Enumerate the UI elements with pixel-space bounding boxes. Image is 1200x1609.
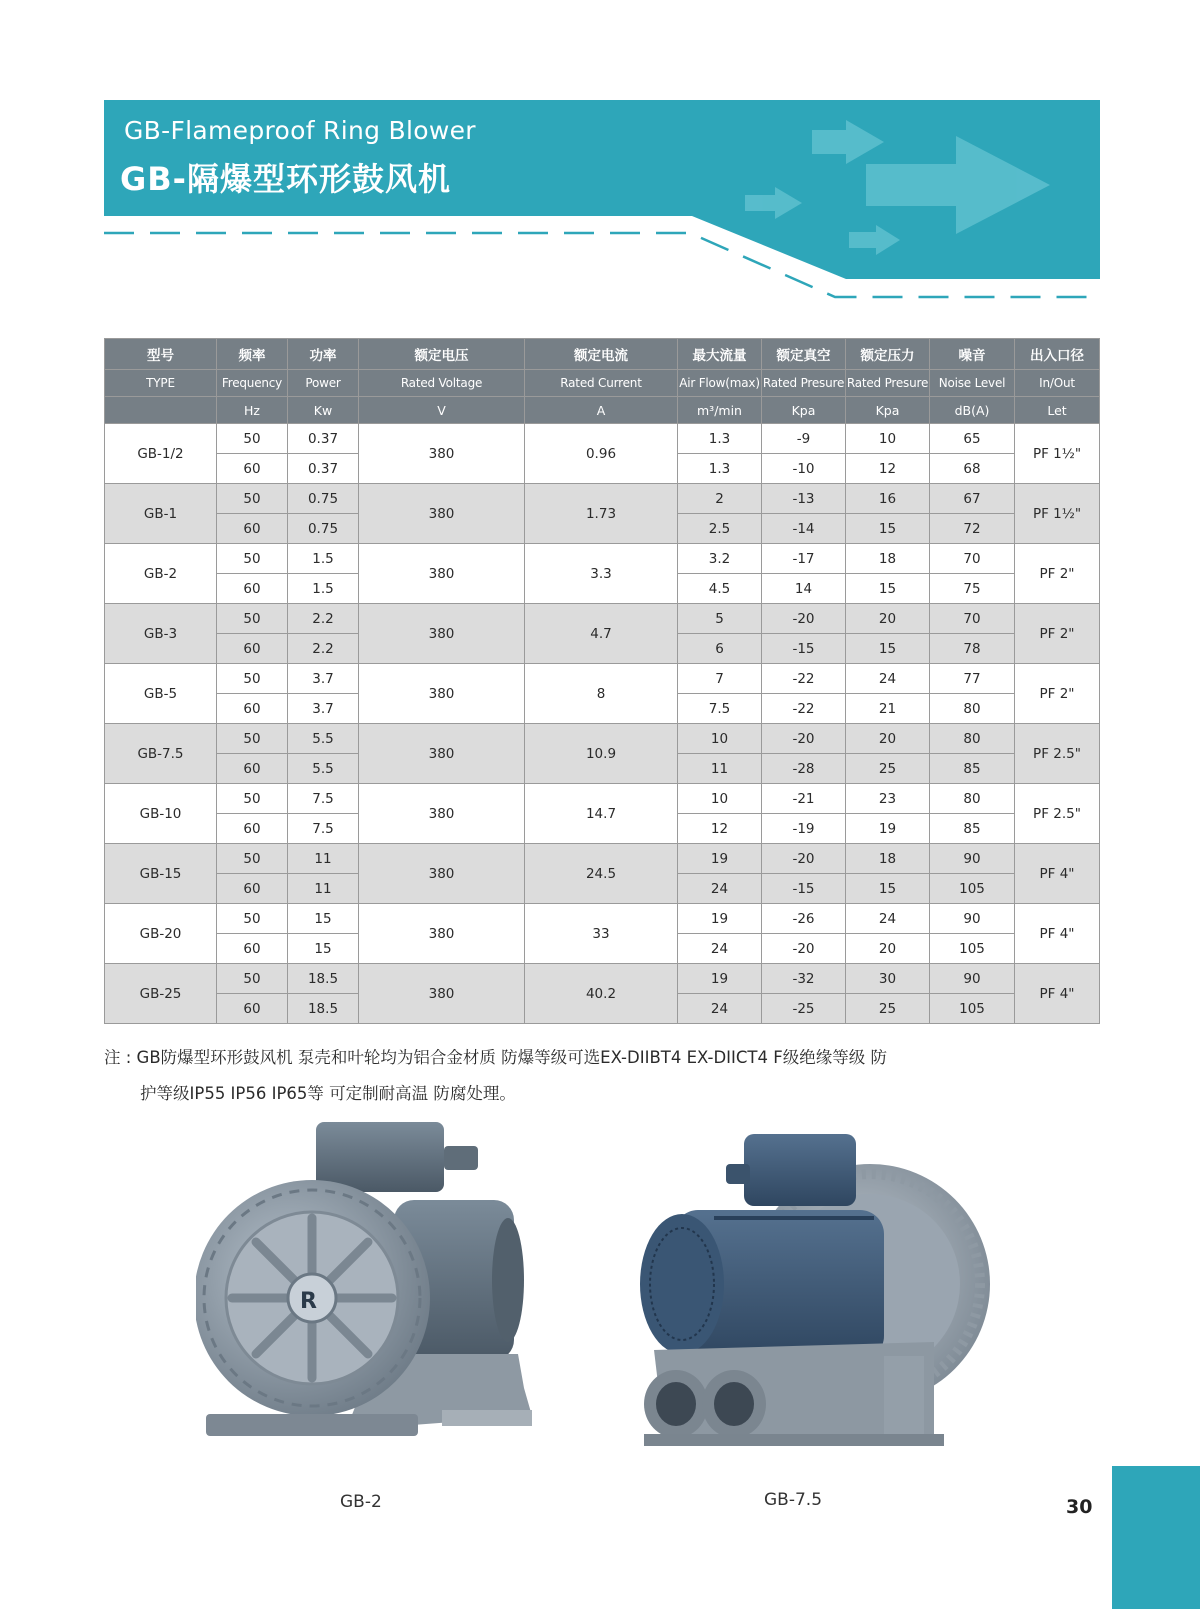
rated-pressure-cell: 18 <box>846 844 930 874</box>
power-cell: 11 <box>288 874 359 904</box>
in-out-port-cell: PF 4" <box>1015 904 1100 964</box>
rated-vacuum-cell: -9 <box>762 424 846 454</box>
header-unit-cell: Let <box>1015 397 1100 424</box>
rated-current-cell: 8 <box>525 664 678 724</box>
table-row <box>105 424 1100 454</box>
power-cell: 7.5 <box>288 814 359 844</box>
noise-level-cell: 67 <box>930 484 1015 514</box>
rated-voltage-cell: 380 <box>359 424 525 484</box>
rated-vacuum-cell: -15 <box>762 634 846 664</box>
ring-blower-front-image <box>196 1118 541 1468</box>
power-cell: 0.37 <box>288 424 359 454</box>
rated-voltage-cell: 380 <box>359 544 525 604</box>
header-en-cell: Rated Voltage <box>359 370 525 397</box>
header-en-cell: Rated Presure <box>846 370 930 397</box>
header-cn-cell: 额定电压 <box>359 339 525 370</box>
rated-vacuum-cell: -20 <box>762 844 846 874</box>
air-flow-cell: 19 <box>678 964 762 994</box>
rated-vacuum-cell: -22 <box>762 694 846 724</box>
noise-level-cell: 85 <box>930 754 1015 784</box>
in-out-port-cell: PF 2" <box>1015 604 1100 664</box>
air-flow-cell: 2.5 <box>678 514 762 544</box>
power-cell: 5.5 <box>288 754 359 784</box>
header-cn-cell: 额定电流 <box>525 339 678 370</box>
rated-pressure-cell: 23 <box>846 784 930 814</box>
noise-level-cell: 80 <box>930 724 1015 754</box>
rated-pressure-cell: 25 <box>846 994 930 1024</box>
model-type-cell: GB-1/2 <box>105 424 217 484</box>
power-cell: 0.75 <box>288 514 359 544</box>
header-cn-cell: 功率 <box>288 339 359 370</box>
noise-level-cell: 68 <box>930 454 1015 484</box>
in-out-port-cell: PF 2.5" <box>1015 784 1100 844</box>
power-cell: 2.2 <box>288 604 359 634</box>
noise-level-cell: 78 <box>930 634 1015 664</box>
rated-vacuum-cell: -13 <box>762 484 846 514</box>
header-cn-cell: 频率 <box>217 339 288 370</box>
frequency-cell: 60 <box>217 994 288 1024</box>
table-row <box>105 784 1100 814</box>
header-unit-cell: dB(A) <box>930 397 1015 424</box>
air-flow-cell: 2 <box>678 484 762 514</box>
power-cell: 0.75 <box>288 484 359 514</box>
header-en-cell: Power <box>288 370 359 397</box>
rated-current-cell: 10.9 <box>525 724 678 784</box>
header-cn-cell: 额定压力 <box>846 339 930 370</box>
air-flow-cell: 1.3 <box>678 454 762 484</box>
table-body <box>105 424 1100 1024</box>
header-en-cell: In/Out <box>1015 370 1100 397</box>
frequency-cell: 50 <box>217 544 288 574</box>
frequency-cell: 50 <box>217 604 288 634</box>
air-flow-cell: 24 <box>678 874 762 904</box>
rated-vacuum-cell: -26 <box>762 904 846 934</box>
rated-vacuum-cell: -28 <box>762 754 846 784</box>
header-unit-cell <box>105 397 217 424</box>
table-row <box>105 544 1100 574</box>
power-cell: 18.5 <box>288 964 359 994</box>
header-banner <box>0 0 1200 320</box>
rated-voltage-cell: 380 <box>359 664 525 724</box>
product-image-gb-7-5 <box>634 1134 994 1474</box>
rated-voltage-cell: 380 <box>359 604 525 664</box>
header-unit-cell: Kpa <box>846 397 930 424</box>
frequency-cell: 60 <box>217 634 288 664</box>
note-line-1: 注 : GB防爆型环形鼓风机 泵壳和叶轮均为铝合金材质 防爆等级可选EX-DIIBT4 EX-DIICT4 F级绝缘等级 防 <box>104 1048 887 1067</box>
rated-vacuum-cell: -15 <box>762 874 846 904</box>
noise-level-cell: 70 <box>930 544 1015 574</box>
noise-level-cell: 72 <box>930 514 1015 544</box>
title-en: GB-Flameproof Ring Blower <box>124 116 476 145</box>
title-cn: GB-隔爆型环形鼓风机 <box>120 160 451 198</box>
header-en-cell: Frequency <box>217 370 288 397</box>
frequency-cell: 50 <box>217 424 288 454</box>
frequency-cell: 50 <box>217 664 288 694</box>
header-en-cell: Air Flow(max) <box>678 370 762 397</box>
in-out-port-cell: PF 2" <box>1015 664 1100 724</box>
air-flow-cell: 6 <box>678 634 762 664</box>
air-flow-cell: 11 <box>678 754 762 784</box>
header-row-units <box>105 397 1100 424</box>
note-line-2: 护等级IP55 IP56 IP65等 可定制耐高温 防腐处理。 <box>140 1084 516 1103</box>
rated-voltage-cell: 380 <box>359 724 525 784</box>
rated-pressure-cell: 15 <box>846 574 930 604</box>
table-header <box>105 339 1100 424</box>
frequency-cell: 60 <box>217 754 288 784</box>
air-flow-cell: 7.5 <box>678 694 762 724</box>
rated-pressure-cell: 20 <box>846 604 930 634</box>
table-row <box>105 844 1100 874</box>
model-type-cell: GB-2 <box>105 544 217 604</box>
air-flow-cell: 12 <box>678 814 762 844</box>
frequency-cell: 50 <box>217 784 288 814</box>
in-out-port-cell: PF 1½" <box>1015 484 1100 544</box>
header-unit-cell: V <box>359 397 525 424</box>
rated-vacuum-cell: -14 <box>762 514 846 544</box>
rated-pressure-cell: 10 <box>846 424 930 454</box>
rated-current-cell: 0.96 <box>525 424 678 484</box>
rated-vacuum-cell: -20 <box>762 724 846 754</box>
header-cn-cell: 最大流量 <box>678 339 762 370</box>
rated-pressure-cell: 21 <box>846 694 930 724</box>
model-type-cell: GB-15 <box>105 844 217 904</box>
rated-current-cell: 14.7 <box>525 784 678 844</box>
rated-vacuum-cell: -20 <box>762 604 846 634</box>
frequency-cell: 60 <box>217 454 288 484</box>
noise-level-cell: 80 <box>930 694 1015 724</box>
header-cn-cell: 噪音 <box>930 339 1015 370</box>
rated-current-cell: 24.5 <box>525 844 678 904</box>
frequency-cell: 50 <box>217 904 288 934</box>
noise-level-cell: 90 <box>930 964 1015 994</box>
rated-current-cell: 1.73 <box>525 484 678 544</box>
air-flow-cell: 24 <box>678 994 762 1024</box>
table-row <box>105 664 1100 694</box>
rated-pressure-cell: 24 <box>846 904 930 934</box>
spec-table <box>104 338 1100 1024</box>
frequency-cell: 60 <box>217 874 288 904</box>
table-row <box>105 724 1100 754</box>
caption-gb-7-5: GB-7.5 <box>764 1490 823 1510</box>
rated-voltage-cell: 380 <box>359 484 525 544</box>
noise-level-cell: 105 <box>930 874 1015 904</box>
frequency-cell: 60 <box>217 574 288 604</box>
air-flow-cell: 3.2 <box>678 544 762 574</box>
power-cell: 18.5 <box>288 994 359 1024</box>
power-cell: 5.5 <box>288 724 359 754</box>
power-cell: 7.5 <box>288 784 359 814</box>
table-row <box>105 604 1100 634</box>
noise-level-cell: 80 <box>930 784 1015 814</box>
rated-pressure-cell: 15 <box>846 874 930 904</box>
rated-voltage-cell: 380 <box>359 844 525 904</box>
rated-current-cell: 40.2 <box>525 964 678 1024</box>
frequency-cell: 60 <box>217 814 288 844</box>
rated-pressure-cell: 24 <box>846 664 930 694</box>
header-en-cell: Noise Level <box>930 370 1015 397</box>
rated-vacuum-cell: -21 <box>762 784 846 814</box>
header-unit-cell: m³/min <box>678 397 762 424</box>
table-row <box>105 904 1100 934</box>
rated-pressure-cell: 16 <box>846 484 930 514</box>
noise-level-cell: 90 <box>930 844 1015 874</box>
rated-pressure-cell: 20 <box>846 724 930 754</box>
product-image-gb-2 <box>196 1118 541 1468</box>
rated-voltage-cell: 380 <box>359 784 525 844</box>
noise-level-cell: 65 <box>930 424 1015 454</box>
rated-vacuum-cell: -32 <box>762 964 846 994</box>
rated-pressure-cell: 19 <box>846 814 930 844</box>
note <box>104 1040 887 1112</box>
noise-level-cell: 77 <box>930 664 1015 694</box>
rated-pressure-cell: 18 <box>846 544 930 574</box>
model-type-cell: GB-7.5 <box>105 724 217 784</box>
power-cell: 3.7 <box>288 694 359 724</box>
air-flow-cell: 19 <box>678 844 762 874</box>
in-out-port-cell: PF 4" <box>1015 964 1100 1024</box>
air-flow-cell: 19 <box>678 904 762 934</box>
rated-pressure-cell: 12 <box>846 454 930 484</box>
header-row-en <box>105 370 1100 397</box>
in-out-port-cell: PF 4" <box>1015 844 1100 904</box>
noise-level-cell: 105 <box>930 934 1015 964</box>
air-flow-cell: 24 <box>678 934 762 964</box>
header-en-cell: Rated Current <box>525 370 678 397</box>
power-cell: 0.37 <box>288 454 359 484</box>
rated-vacuum-cell: -22 <box>762 664 846 694</box>
rated-pressure-cell: 15 <box>846 514 930 544</box>
rated-current-cell: 33 <box>525 904 678 964</box>
rated-current-cell: 3.3 <box>525 544 678 604</box>
corner-tab <box>1112 1466 1200 1609</box>
rated-vacuum-cell: 14 <box>762 574 846 604</box>
rated-pressure-cell: 20 <box>846 934 930 964</box>
frequency-cell: 60 <box>217 934 288 964</box>
table-row <box>105 964 1100 994</box>
noise-level-cell: 85 <box>930 814 1015 844</box>
noise-level-cell: 90 <box>930 904 1015 934</box>
air-flow-cell: 1.3 <box>678 424 762 454</box>
noise-level-cell: 70 <box>930 604 1015 634</box>
rated-vacuum-cell: -25 <box>762 994 846 1024</box>
frequency-cell: 50 <box>217 844 288 874</box>
power-cell: 11 <box>288 844 359 874</box>
rated-voltage-cell: 380 <box>359 964 525 1024</box>
power-cell: 15 <box>288 934 359 964</box>
model-type-cell: GB-1 <box>105 484 217 544</box>
in-out-port-cell: PF 2" <box>1015 544 1100 604</box>
power-cell: 15 <box>288 904 359 934</box>
frequency-cell: 50 <box>217 724 288 754</box>
rated-current-cell: 4.7 <box>525 604 678 664</box>
rated-vacuum-cell: -20 <box>762 934 846 964</box>
air-flow-cell: 10 <box>678 724 762 754</box>
frequency-cell: 50 <box>217 964 288 994</box>
header-en-cell: TYPE <box>105 370 217 397</box>
header-row-cn <box>105 339 1100 370</box>
rated-voltage-cell: 380 <box>359 904 525 964</box>
frequency-cell: 60 <box>217 694 288 724</box>
noise-level-cell: 105 <box>930 994 1015 1024</box>
header-unit-cell: Kw <box>288 397 359 424</box>
table-row <box>105 484 1100 514</box>
logo-icon: R <box>300 1289 317 1314</box>
header-cn-cell: 型号 <box>105 339 217 370</box>
power-cell: 1.5 <box>288 574 359 604</box>
power-cell: 3.7 <box>288 664 359 694</box>
page-number: 30 <box>1066 1496 1093 1518</box>
air-flow-cell: 7 <box>678 664 762 694</box>
header-unit-cell: Kpa <box>762 397 846 424</box>
model-type-cell: GB-20 <box>105 904 217 964</box>
model-type-cell: GB-10 <box>105 784 217 844</box>
header-cn-cell: 出入口径 <box>1015 339 1100 370</box>
model-type-cell: GB-5 <box>105 664 217 724</box>
ring-blower-back-image <box>634 1134 994 1474</box>
header-en-cell: Rated Presure <box>762 370 846 397</box>
power-cell: 1.5 <box>288 544 359 574</box>
noise-level-cell: 75 <box>930 574 1015 604</box>
rated-vacuum-cell: -19 <box>762 814 846 844</box>
header-unit-cell: A <box>525 397 678 424</box>
in-out-port-cell: PF 2.5" <box>1015 724 1100 784</box>
air-flow-cell: 10 <box>678 784 762 814</box>
rated-vacuum-cell: -17 <box>762 544 846 574</box>
in-out-port-cell: PF 1½" <box>1015 424 1100 484</box>
header-cn-cell: 额定真空 <box>762 339 846 370</box>
air-flow-cell: 4.5 <box>678 574 762 604</box>
air-flow-cell: 5 <box>678 604 762 634</box>
header-unit-cell: Hz <box>217 397 288 424</box>
rated-vacuum-cell: -10 <box>762 454 846 484</box>
caption-gb-2: GB-2 <box>340 1492 382 1512</box>
model-type-cell: GB-3 <box>105 604 217 664</box>
model-type-cell: GB-25 <box>105 964 217 1024</box>
frequency-cell: 60 <box>217 514 288 544</box>
rated-pressure-cell: 30 <box>846 964 930 994</box>
rated-pressure-cell: 25 <box>846 754 930 784</box>
frequency-cell: 50 <box>217 484 288 514</box>
power-cell: 2.2 <box>288 634 359 664</box>
rated-pressure-cell: 15 <box>846 634 930 664</box>
